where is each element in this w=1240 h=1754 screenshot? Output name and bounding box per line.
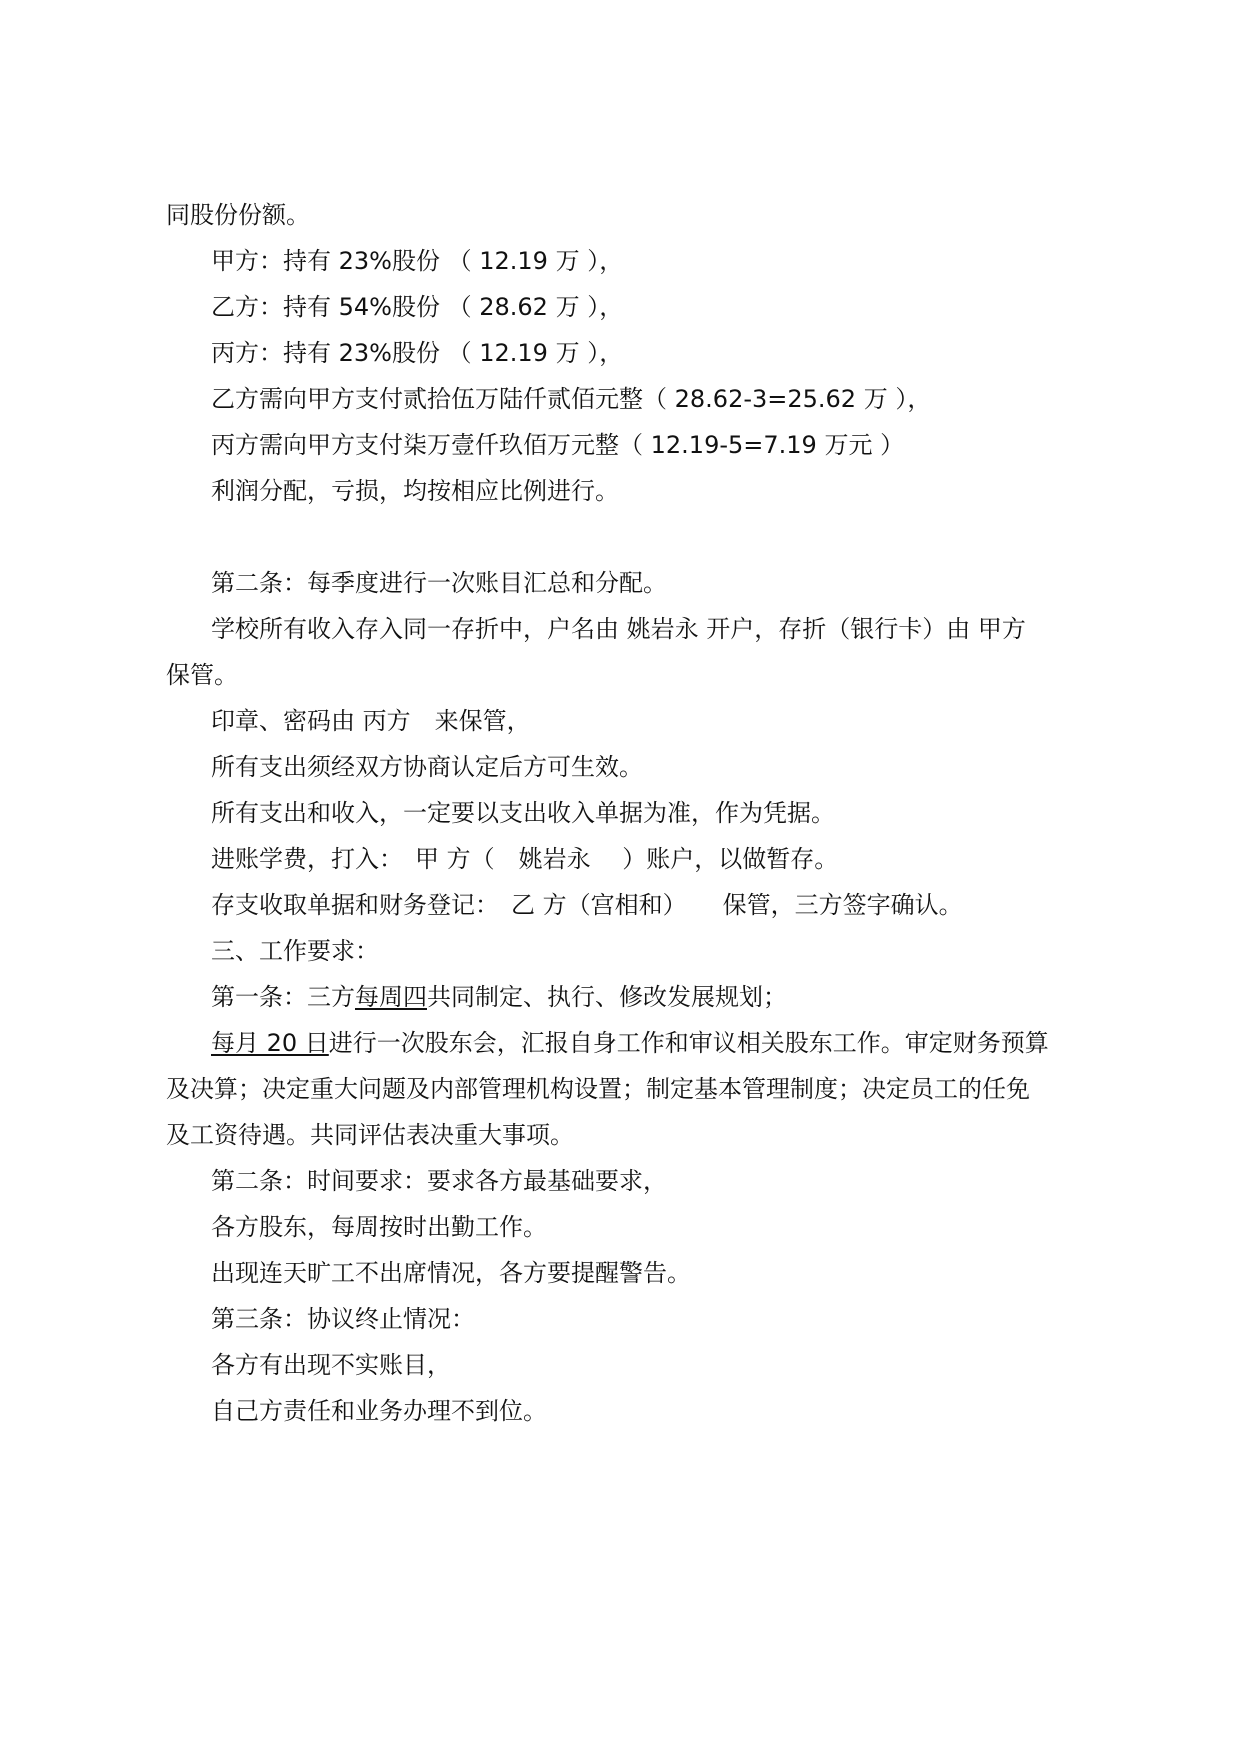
text-line: 及决算；决定重大问题及内部管理机构设置；制定基本管理制度；决定员工的任免	[166, 1075, 1030, 1103]
text-line	[211, 980, 787, 1014]
text-segment: 进行一次股东会，汇报自身工作和审议相关股东工作。审定财务预算	[328, 1029, 1049, 1057]
text-segment: 第一条：三方	[211, 983, 355, 1011]
text-line: 出现连天旷工不出席情况，各方要提醒警告。	[211, 1259, 691, 1287]
text-line: 各方股东，每周按时出勤工作。	[211, 1213, 547, 1241]
text-line: 丙方：持有 23%股份 （ 12.19 万 ），	[211, 339, 624, 367]
text-line: 进账学费，打入： 甲 方（ 姚岩永 ）账户，以做暂存。	[211, 845, 839, 873]
text-line: 存支收取单据和财务登记： 乙 方（宫相和） 保管，三方签字确认。	[211, 891, 963, 919]
text-line: 保管。	[166, 661, 238, 689]
text-line: 丙方需向甲方支付柒万壹仟玖佰万元整（ 12.19-5=7.19 万元 ）	[211, 431, 905, 459]
text-line: 同股份份额。	[166, 201, 310, 229]
underlined-text: 每周四	[355, 983, 427, 1011]
text-line: 第二条：每季度进行一次账目汇总和分配。	[211, 569, 667, 597]
text-line: 所有支出和收入，一定要以支出收入单据为准，作为凭据。	[211, 799, 835, 827]
text-line: 所有支出须经双方协商认定后方可生效。	[211, 753, 643, 781]
underlined-text: 每月 20 日	[211, 1029, 329, 1057]
text-line: 乙方需向甲方支付贰拾伍万陆仟贰佰元整（ 28.62-3=25.62 万 ），	[211, 385, 932, 413]
text-line: 甲方：持有 23%股份 （ 12.19 万 ），	[211, 247, 624, 275]
text-line: 各方有出现不实账目，	[211, 1351, 451, 1379]
text-line: 印章、密码由 丙方 来保管，	[211, 707, 531, 735]
text-line	[211, 1026, 1049, 1060]
text-line: 利润分配，亏损，均按相应比例进行。	[211, 477, 619, 505]
text-line: 第三条：协议终止情况：	[211, 1305, 475, 1333]
text-segment: 共同制定、执行、修改发展规划；	[427, 983, 787, 1011]
text-line: 学校所有收入存入同一存折中，户名由 姚岩永 开户，存折（银行卡）由 甲方	[211, 615, 1026, 643]
text-line: 及工资待遇。共同评估表决重大事项。	[166, 1121, 574, 1149]
section-heading: 三、工作要求：	[211, 937, 379, 965]
text-line: 第二条：时间要求：要求各方最基础要求，	[211, 1167, 667, 1195]
text-line: 乙方：持有 54%股份 （ 28.62 万 ），	[211, 293, 624, 321]
text-line: 自己方责任和业务办理不到位。	[211, 1397, 547, 1425]
